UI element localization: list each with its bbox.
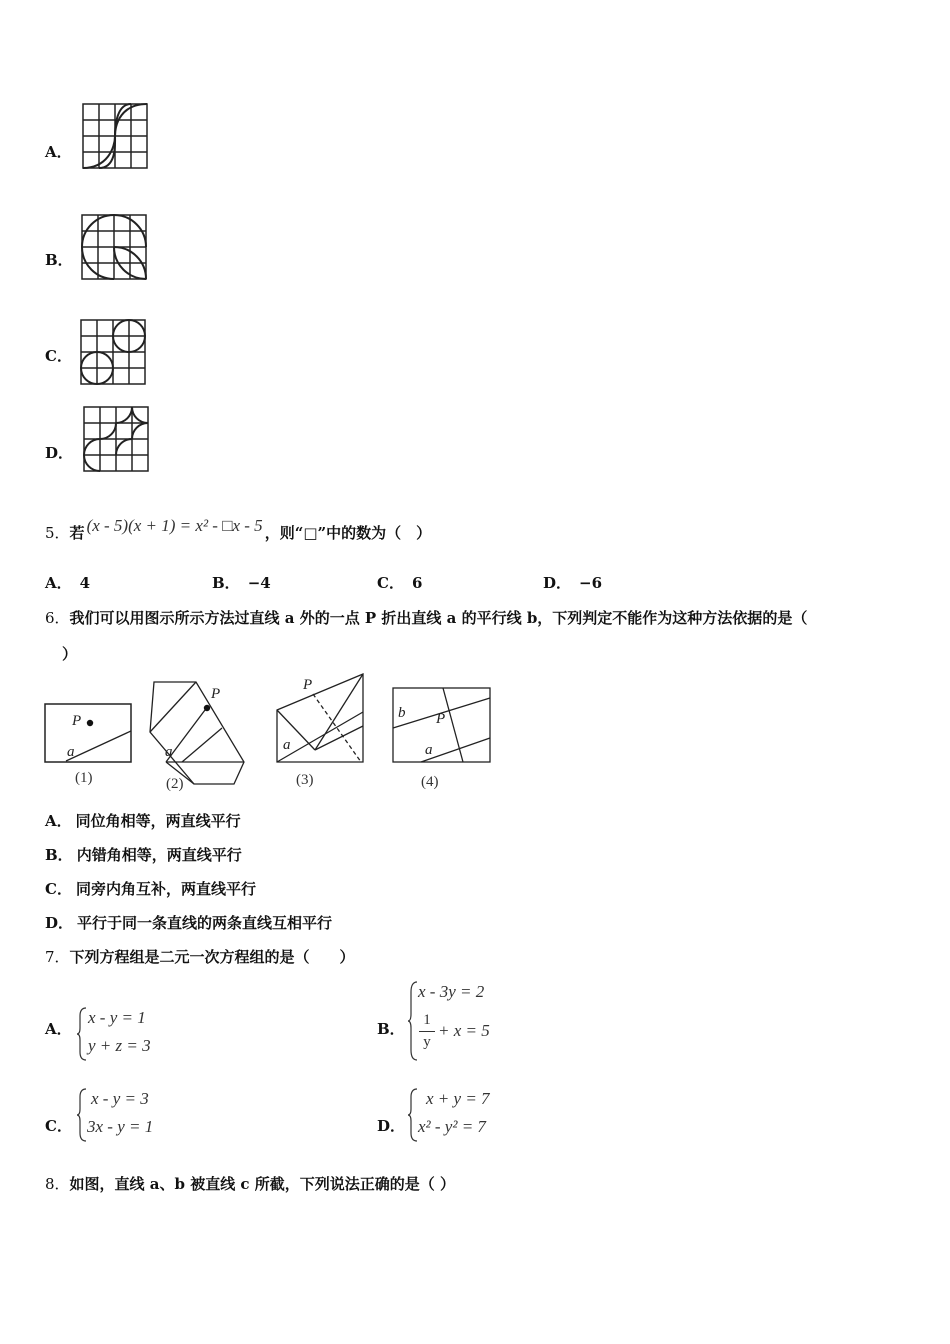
fig4-label-p: P [436, 711, 446, 727]
option-d: D． −6 [543, 574, 603, 592]
grid-figure-c [80, 319, 146, 385]
fig4-caption: (4) [421, 774, 439, 790]
fraction-numerator: 1 [423, 1012, 431, 1028]
question-8 [45, 1173, 455, 1194]
question-5 [45, 516, 432, 543]
option-b: B． −4 [212, 574, 271, 592]
equation-1: x - y = 3 [91, 1089, 149, 1108]
fig3-caption: (3) [296, 772, 314, 788]
question-prefix: 若 [69, 524, 85, 542]
q6-option-d: D． 平行于同一条直线的两条直线互相平行 [45, 914, 333, 932]
question-suffix: ，则“□”中的数为（ ） [264, 524, 432, 542]
question-text: 如图，直线 a、b 被直线 c 所截，下列说法正确的是（ ） [69, 1175, 456, 1193]
option-a: A． 4 [45, 574, 91, 592]
option-label-c: C． [45, 347, 72, 365]
equation-1: x + y = 7 [426, 1089, 490, 1108]
fig1-label-a: a [67, 744, 75, 760]
option-label-a: A． [45, 143, 72, 161]
question-number: 5． [45, 524, 70, 542]
equation-2: 3x - y = 1 [87, 1117, 154, 1136]
option-label-d: D． [45, 444, 74, 462]
fold-figure-1 [44, 700, 134, 766]
question-6 [45, 607, 807, 628]
grid-figure-a [82, 103, 148, 169]
q7-option-b-label: B． [377, 1020, 405, 1038]
option-c: C． 6 [377, 574, 423, 592]
grid-figure-b [81, 214, 147, 280]
q7-option-d-label: D． [377, 1117, 406, 1135]
q6-option-a: A． 同位角相等，两直线平行 [45, 812, 241, 830]
question-equation: (x - 5)(x + 1) = x² - □x - 5 [86, 516, 263, 535]
fold-figure-2 [146, 676, 250, 788]
question-7 [45, 946, 355, 967]
q7-option-a-label: A． [45, 1020, 72, 1038]
fig2-label-p: P [211, 686, 221, 702]
fig3-label-p: P [303, 677, 313, 693]
equation-2: y + z = 3 [88, 1036, 151, 1055]
fig4-label-a: a [425, 742, 433, 758]
equation-system-b [407, 980, 527, 1062]
equation-2-rest: + x = 5 [438, 1021, 490, 1040]
q6-option-b: B． 内错角相等，两直线平行 [45, 846, 242, 864]
question-text-cont: ） [62, 645, 78, 663]
question-text: 我们可以用图示所示方法过直线 a 外的一点 P 折出直线 a 的平行线 b，下列判定不能作为这种方法依据的是（ [69, 609, 808, 627]
equation-2: x² - y² = 7 [418, 1117, 486, 1136]
fig4-label-b: b [398, 705, 406, 721]
fig1-caption: (1) [75, 770, 93, 786]
brace-icon [76, 1006, 88, 1062]
question-number: 7． [45, 948, 70, 966]
question-number: 6． [45, 609, 70, 627]
grid-figure-d [83, 406, 149, 472]
fraction-denominator: y [423, 1034, 431, 1050]
fig3-label-a: a [283, 737, 291, 753]
q7-option-c-label: C． [45, 1117, 72, 1135]
option-label-b: B． [45, 251, 73, 269]
equation-system-a [76, 1006, 196, 1062]
question-number: 8． [45, 1175, 70, 1193]
equation-system-d [407, 1087, 527, 1143]
q6-option-c: C． 同旁内角互补，两直线平行 [45, 880, 256, 898]
fraction-bar [419, 1031, 435, 1032]
equation-1: x - y = 1 [88, 1008, 146, 1027]
equation-1: x - 3y = 2 [418, 982, 485, 1001]
equation-system-c [76, 1087, 196, 1143]
question-text: 下列方程组是二元一次方程组的是（ ） [69, 948, 355, 966]
fig2-label-a: a [165, 744, 173, 760]
fig2-caption: (2) [166, 776, 184, 792]
fig1-label-p: P [72, 713, 82, 729]
